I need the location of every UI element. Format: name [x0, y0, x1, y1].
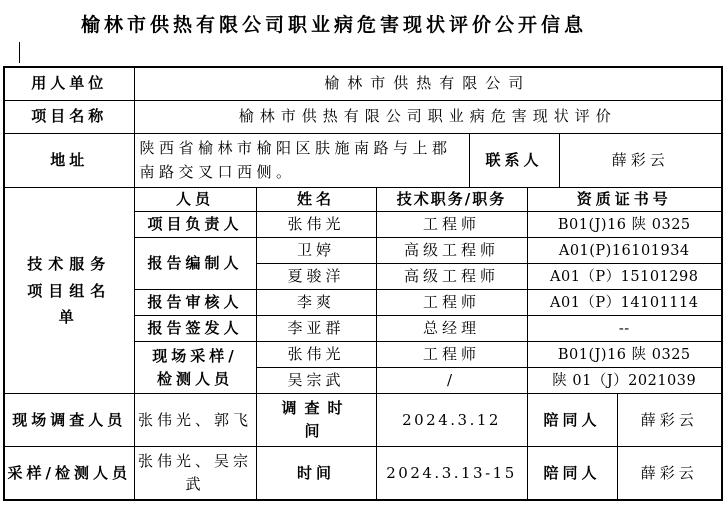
contact-value: 薛彩云 — [559, 134, 722, 188]
table-row — [4, 188, 722, 212]
team-member-cert: 陕 01（J）2021039 — [527, 368, 722, 394]
team-member-name: 夏骏洋 — [256, 264, 376, 290]
team-header-person: 人员 — [134, 188, 256, 212]
team-member-title: 工程师 — [376, 290, 527, 316]
table-row — [4, 134, 722, 188]
project-value: 榆林市供热有限公司职业病危害现状评价 — [134, 101, 722, 134]
team-role: 现场采样/检测人员 — [134, 342, 256, 394]
page-title: 榆林市供热有限公司职业病危害现状评价公开信息 — [80, 14, 587, 36]
team-member-cert: B01(J)16 陕 0325 — [527, 212, 722, 238]
team-label: 技术服务项目组名单 — [4, 188, 134, 394]
contact-label: 联系人 — [469, 134, 559, 188]
table-row — [4, 67, 722, 101]
team-member-cert: A01（P）14101114 — [527, 290, 722, 316]
team-member-cert: A01(P)16101934 — [527, 238, 722, 264]
team-member-title: 工程师 — [376, 342, 527, 368]
team-member-name: 卫婷 — [256, 238, 376, 264]
team-member-cert: B01(J)16 陕 0325 — [527, 342, 722, 368]
sampling-escort-label: 陪同人 — [527, 447, 617, 501]
team-member-title: 工程师 — [376, 212, 527, 238]
team-member-cert: -- — [527, 316, 722, 342]
survey-people: 张伟光、郭飞 — [134, 394, 256, 447]
team-role: 报告编制人 — [134, 238, 256, 290]
survey-time-value: 2024.3.12 — [376, 394, 527, 447]
team-header-cert: 资质证书号 — [527, 188, 722, 212]
table-row — [4, 447, 722, 501]
survey-time-label: 调查时间 — [256, 394, 376, 447]
team-role: 报告签发人 — [134, 316, 256, 342]
address-value: 陕西省榆林市榆阳区肤施南路与上郡南路交叉口西侧。 — [134, 134, 469, 188]
team-role: 项目负责人 — [134, 212, 256, 238]
survey-escort-label: 陪同人 — [527, 394, 617, 447]
team-member-title: 高级工程师 — [376, 264, 527, 290]
sampling-time-label: 时间 — [256, 447, 376, 501]
survey-label: 现场调查人员 — [4, 394, 134, 447]
team-header-title: 技术职务/职务 — [376, 188, 527, 212]
sampling-label: 采样/检测人员 — [4, 447, 134, 501]
team-member-title: 总经理 — [376, 316, 527, 342]
team-member-name: 李亚群 — [256, 316, 376, 342]
address-label: 地址 — [4, 134, 134, 188]
team-member-name: 张伟光 — [256, 342, 376, 368]
project-label: 项目名称 — [4, 101, 134, 134]
info-table — [3, 66, 723, 501]
sampling-time-value: 2024.3.13-15 — [376, 447, 527, 501]
table-row — [4, 101, 722, 134]
employer-label: 用人单位 — [4, 67, 134, 101]
table-row — [4, 394, 722, 447]
team-member-name: 吴宗武 — [256, 368, 376, 394]
employer-value: 榆林市供热有限公司 — [134, 67, 722, 101]
team-member-name: 张伟光 — [256, 212, 376, 238]
team-member-name: 李爽 — [256, 290, 376, 316]
sampling-people: 张伟光、吴宗武 — [134, 447, 256, 501]
team-role: 报告审核人 — [134, 290, 256, 316]
team-member-title: 高级工程师 — [376, 238, 527, 264]
team-member-title: / — [376, 368, 527, 394]
caret-mark — [19, 42, 20, 63]
team-header-name: 姓名 — [256, 188, 376, 212]
team-member-cert: A01（P）15101298 — [527, 264, 722, 290]
sampling-escort-value: 薛彩云 — [617, 447, 722, 501]
survey-escort-value: 薛彩云 — [617, 394, 722, 447]
